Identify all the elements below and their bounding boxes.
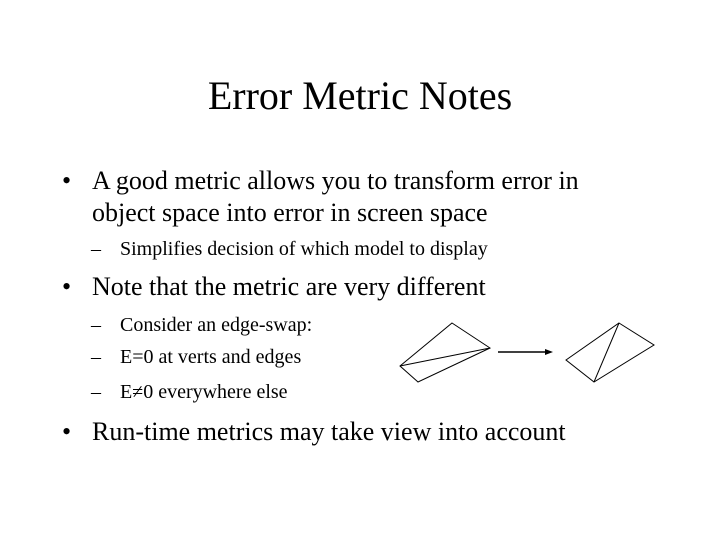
quad-after-outline — [566, 323, 654, 382]
swap-arrow — [498, 349, 553, 355]
quad-after-swap — [566, 323, 654, 382]
sub-bullet-3-text: E=0 at verts and edges — [120, 346, 302, 368]
swap-arrow-head — [545, 349, 553, 355]
bullet-marker: • — [62, 272, 72, 301]
bullet-3-line-1: Run-time metrics may take view into account — [92, 417, 566, 446]
sub-bullet-1-text: Simplifies decision of which model to display — [120, 238, 488, 260]
sub-bullet-marker: – — [91, 238, 101, 260]
sub-bullet-marker: – — [91, 346, 101, 368]
bullet-marker: • — [62, 166, 72, 195]
bullet-1-line-2: object space into error in screen space — [92, 198, 488, 227]
sub-bullet-marker: – — [91, 381, 101, 403]
bullet-2-line-1: Note that the metric are very different — [92, 272, 486, 301]
bullet-1-line-1: A good metric allows you to transform error in — [92, 166, 579, 195]
bullet-marker: • — [62, 417, 72, 446]
sub-bullet-marker: – — [91, 314, 101, 336]
sub-bullet-2-text: Consider an edge-swap: — [120, 314, 313, 336]
quad-before-diagonal — [400, 348, 490, 366]
slide-title: Error Metric Notes — [207, 73, 513, 118]
quad-before-outline — [400, 323, 490, 382]
quad-before-swap — [400, 323, 490, 382]
sub-bullet-4-text: E≠0 everywhere else — [120, 381, 288, 403]
